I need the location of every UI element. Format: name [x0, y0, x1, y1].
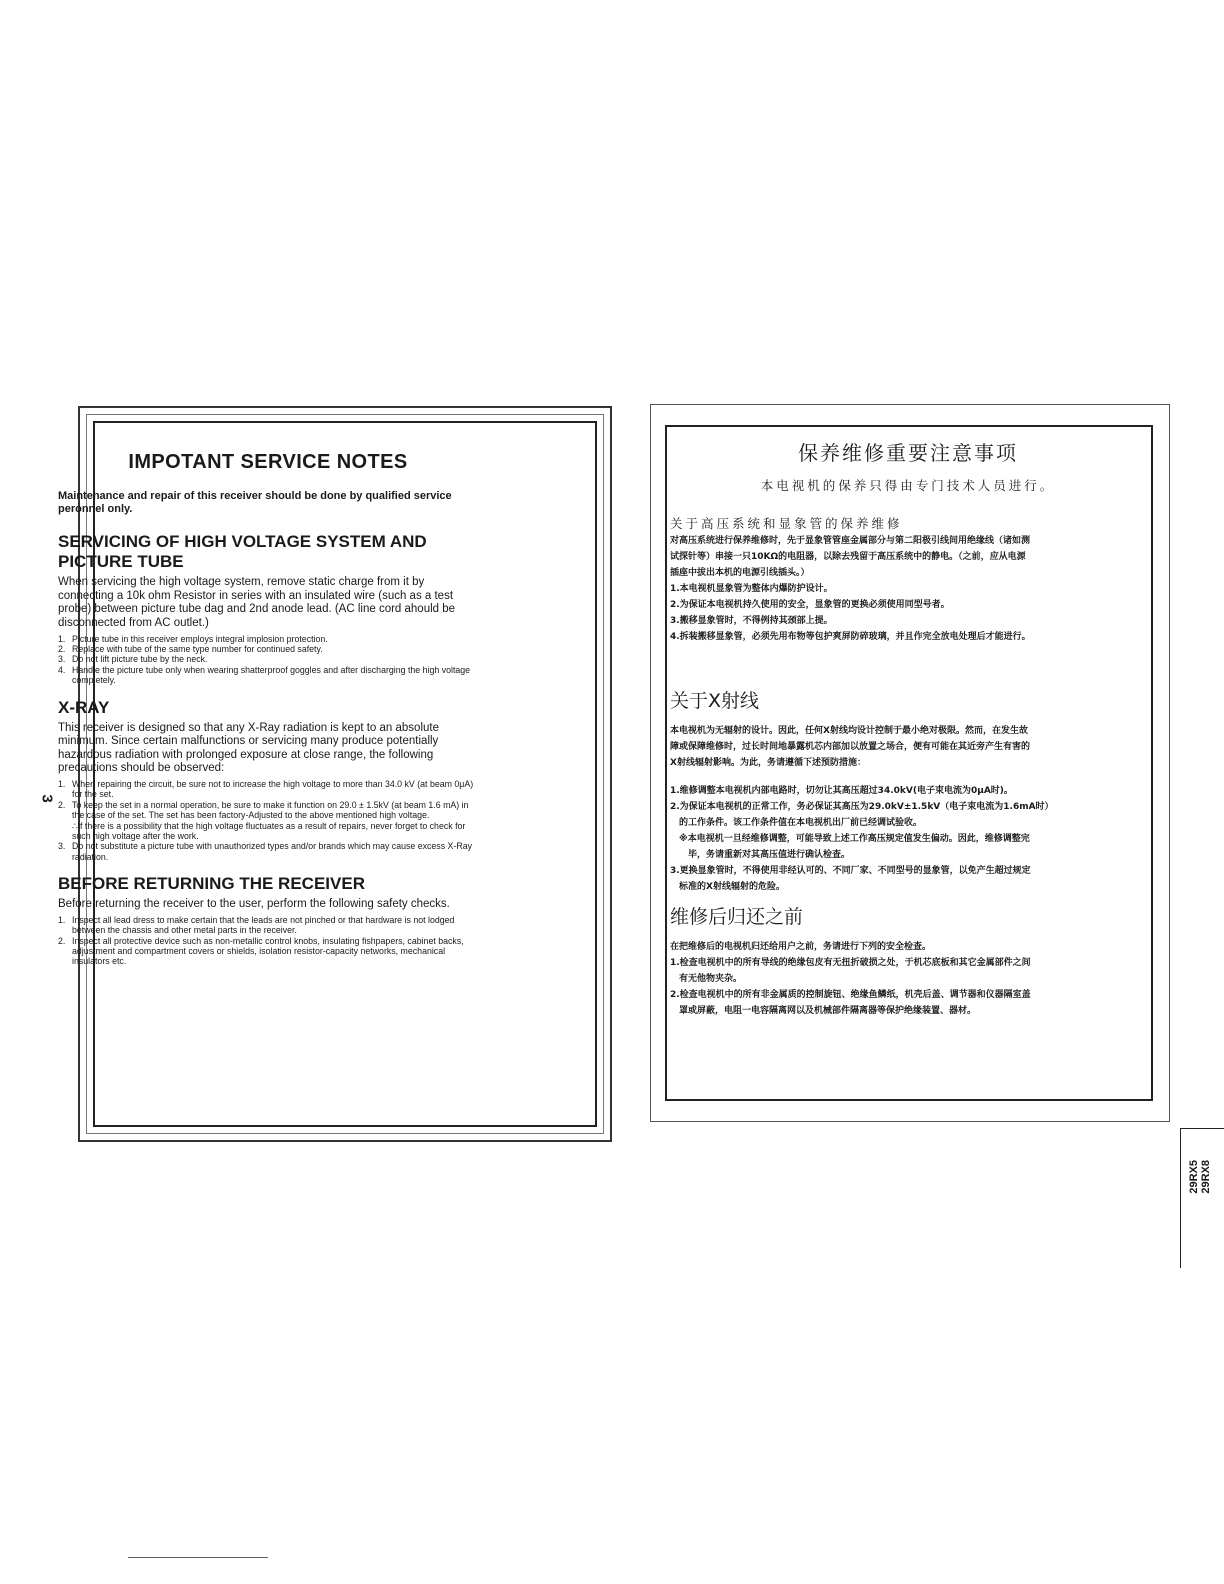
- cn-line: 1.检查电视机中的所有导线的绝缘包皮有无扭折破损之处，于机芯底板和其它金属部件之间: [670, 958, 1031, 969]
- xray-list: [58, 779, 478, 862]
- cn-hv-heading: 关于高压系统和显象管的保养维修: [670, 515, 903, 531]
- model-numbers: 29RX5 29RX8: [1188, 1160, 1212, 1194]
- cn-line: 插座中拔出本机的电源引线插头。）: [670, 568, 810, 579]
- cn-line: 3.更换显象管时，不得使用非经认可的、不同厂家、不同型号的显象管，以免产生超过规定: [670, 866, 1031, 877]
- list-item: 3. Do not lift picture tube by the neck.: [58, 654, 208, 665]
- cn-line: 2.检查电视机中的所有非金属质的控制旋钮、绝缘鱼鳞纸，机壳后盖、调节器和仪器隔室盖: [670, 990, 1031, 1001]
- cn-line: 的工作条件。该工作条件值在本电视机出厂前已经调试验收。: [670, 818, 923, 829]
- list-item: 4. Handle the picture tube only when wearing shatterproof goggles and after discharging the high voltage completely.: [58, 664, 471, 686]
- english-intro: Maintenance and repair of this receiver should be done by qualified service peronnel only.: [58, 490, 452, 516]
- cn-line: 1.本电视机显象管为整体内爆防护设计。: [670, 584, 833, 595]
- cn-line: ※本电视机一旦经维修调整，可能导致上述工作高压规定值发生偏动。因此，维修调整完: [670, 834, 1030, 845]
- list-item: 2. Replace with tube of the same type number for continued safety.: [58, 643, 323, 654]
- xray-note: ∴If there is a possibility that the high voltage fluctuates as a result of repairs, never forget to check for such high voltage after the work.: [72, 820, 466, 842]
- cn-line: 在把维修后的电视机归还给用户之前，务请进行下列的安全检查。: [670, 942, 932, 953]
- list-item: 1. When repairing the circuit, be sure not to increase the high voltage to more than 34.0 kV (at beam 0μA) for the set.: [58, 778, 474, 800]
- cn-line: 2.为保证本电视机的正常工作，务必保证其高压为29.0kV±1.5kV（电子束电流为1.6mA时）: [670, 802, 1054, 813]
- xray-text: This receiver is designed so that any X-Ray radiation is kept to an absolute minimum. Since certain malfunctions or servicing many produce potentially hazardous radiation with prolonged exposure at close range, the following precautions should be observed:: [58, 721, 439, 775]
- chinese-notes: [670, 436, 1146, 1019]
- list-item: 2. Inspect all protective device such as non-metallic control knobs, insulating fishpapers, cabinet backs, adjustment and compartment covers or shields, isolation resistor-capacity networks, mechanical insulators etc.: [58, 935, 464, 967]
- chinese-title: 保养维修重要注意事项: [798, 441, 1018, 465]
- english-notes: [58, 451, 478, 979]
- model-tab: [1180, 1128, 1224, 1268]
- cn-line: 障或保障维修时，过长时间地暴露机芯内部加以放置之场合，便有可能在其近旁产生有害的: [670, 742, 1031, 753]
- cn-line: X射线辐射影响。为此，务请遵循下述预防措施：: [670, 758, 866, 769]
- xray-heading: X-RAY: [58, 697, 110, 717]
- english-title: IMPOTANT SERVICE NOTES: [128, 451, 408, 473]
- list-item: 3. Do not substitute a picture tube with unauthorized types and/or brands which may cause excess X-Ray radiation.: [58, 841, 472, 862]
- return-text: Before returning the receiver to the user, perform the following safety checks.: [58, 898, 450, 911]
- cn-line: 试探针等）串接一只10KΩ的电阻器，以除去残留于高压系统中的静电。（之前，应从电源: [670, 552, 1026, 563]
- hv-list: [58, 634, 478, 686]
- list-item: 2. To keep the set in a normal operation, be sure to make it function on 29.0 ± 1.5kV (at beam 1.6 mA) in the case of the set. The set has been factory-Adjusted to the above mentioned high voltage. ∴If there is a possibility that the high voltage fluctuates as a result of repairs, never forget to check for such high voltage after the work.: [58, 800, 478, 842]
- bottom-rule: [128, 1557, 268, 1558]
- cn-line: 3.搬移显象管时，不得例持其颈部上提。: [670, 616, 833, 627]
- cn-xray-heading: 关于X射线: [670, 690, 760, 713]
- cn-line: 本电视机为无辐射的设计。因此，任何X射线均设计控制于最小绝对极限。然而，在发生故: [670, 726, 1028, 737]
- return-list: [58, 915, 478, 967]
- chinese-subtitle: 本电视机的保养只得由专门技术人员进行。: [760, 478, 1056, 493]
- cn-line: 毕，务请重新对其高压值进行确认检查。: [670, 850, 851, 861]
- list-item: 1. Picture tube in this receiver employs integral implosion protection.: [58, 633, 328, 644]
- cn-line: 罩或屏蔽，电阻一电容隔离网以及机械部件隔离器等保护绝缘装置、器材。: [670, 1006, 977, 1017]
- cn-line: 4.拆装搬移显象管，必须先用布物等包护爽屏防碎玻璃，并且作完全放电处理后才能进行。: [670, 632, 1031, 643]
- cn-return-heading: 维修后归还之前: [670, 906, 804, 929]
- cn-line: 1.维修调整本电视机内部电路时，切勿让其高压超过34.0kV(电子束电流为0μA时)。: [670, 786, 1013, 797]
- hv-heading: SERVICING OF HIGH VOLTAGE SYSTEM AND PICTURE TUBE: [58, 532, 427, 572]
- page-number: 3: [38, 794, 56, 803]
- list-item: 1. Inspect all lead dress to make certain that the leads are not pinched or that hardware is not lodged between the chassis and other metal parts in the receiver.: [58, 914, 455, 936]
- cn-line: 有无他物夹杂。: [670, 974, 743, 985]
- cn-line: 标准的X射线辐射的危险。: [670, 882, 785, 893]
- cn-line: 对高压系统进行保养维修时，先于显象管管座金属部分与第二阳极引线间用绝缘线（诸如测: [670, 536, 1031, 547]
- cn-line: 2.为保证本电视机持久使用的安全，显象管的更换必须使用同型号者。: [670, 600, 950, 611]
- return-heading: BEFORE RETURNING THE RECEIVER: [58, 874, 365, 894]
- hv-text: When servicing the high voltage system, remove static charge from it by connecting a 10k ohm Resistor in series with an insulated wire (such as a test probe) between picture tube dag and 2nd anode lead. (AC line cord ahould be disconnected from AC outlet.): [58, 576, 456, 629]
